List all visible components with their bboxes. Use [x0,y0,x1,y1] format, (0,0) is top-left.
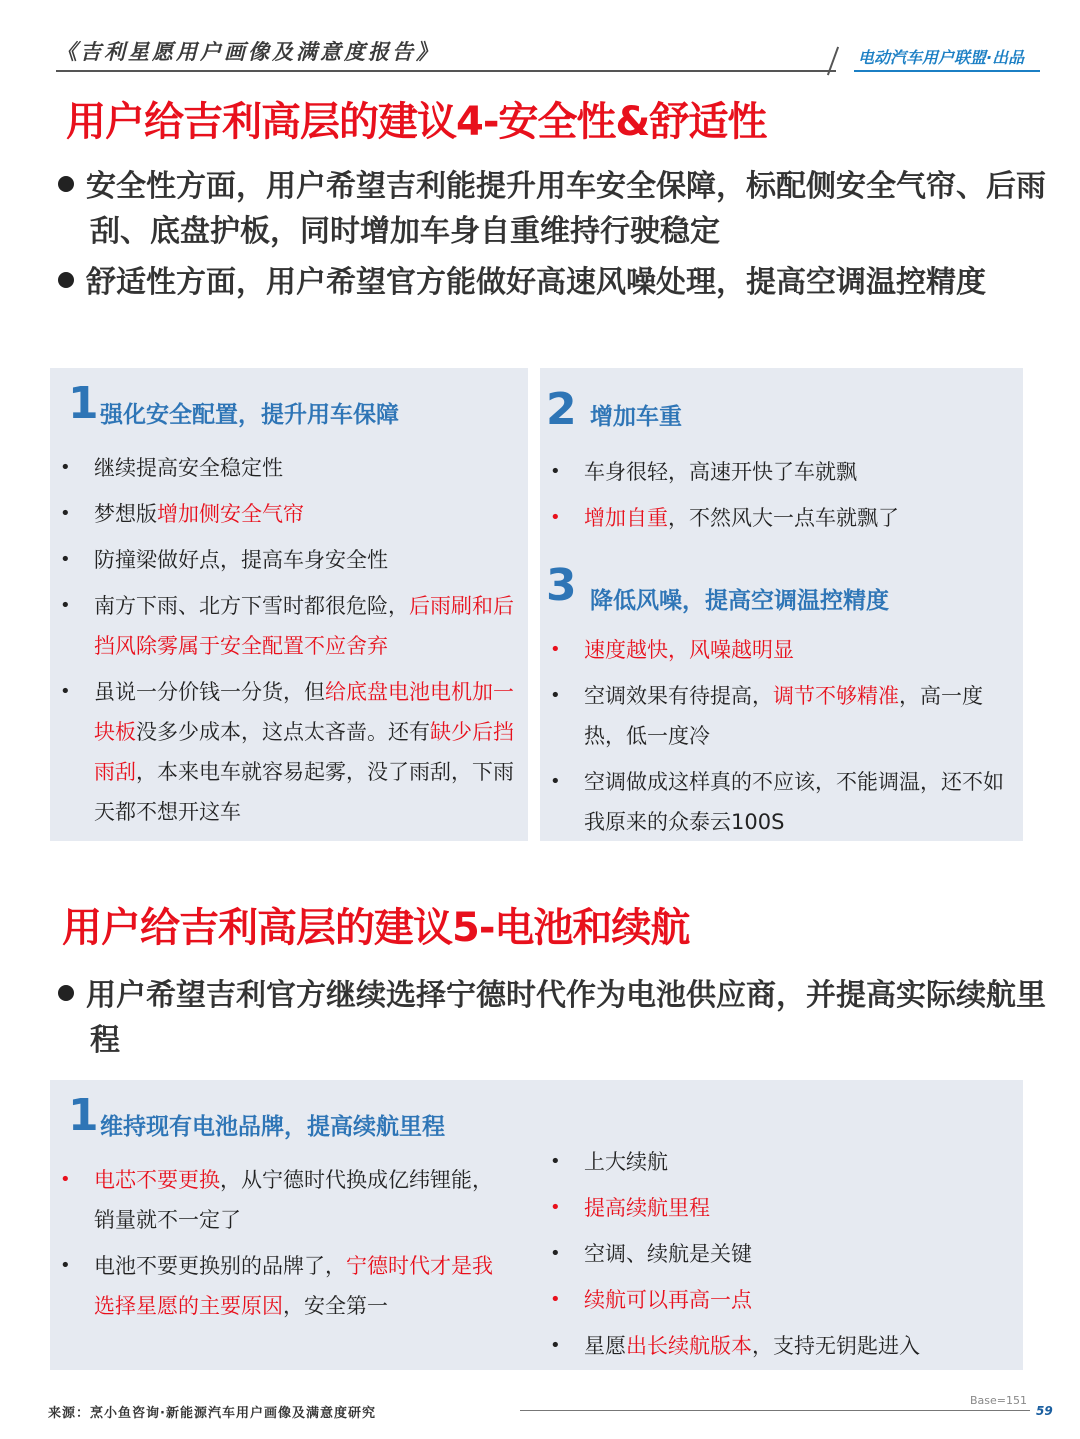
highlight-text: 给底盘电池电机加一块板 [94,680,514,744]
list-item [50,586,518,666]
list-item [50,494,518,534]
panel-number: 3 [546,560,577,611]
highlight-text: 提高续航里程 [584,1196,710,1220]
section4-bullet-comfort-text: 舒适性方面，用户希望官方能做好高速风噪处理，提高空调温控精度 [86,265,986,300]
list-item [540,1234,1010,1274]
section4-bullet-comfort [58,260,1060,305]
panel-safety-list [50,448,518,838]
highlight-text: 调节不够精准 [773,684,899,708]
section4-bullet-safety-text: 安全性方面，用户希望吉利能提升用车安全保障，标配侧安全气帘、后雨刮、底盘护板，同时增加车身自重维持行驶稳定 [86,169,1046,249]
list-item [540,1326,1010,1366]
panel-number: 1 [68,1090,99,1141]
item-text: 星愿 [584,1334,626,1358]
item-text: ，支持无钥匙进入 [752,1334,920,1358]
base-count: Base=151 [970,1394,1027,1407]
panel-heading: 强化安全配置，提升用车保障 [100,402,399,428]
section5-bullet-battery [58,973,1060,1063]
item-text: 继续提高安全稳定性 [94,456,283,480]
panel-heading: 降低风噪，提高空调温控精度 [590,588,889,614]
list-item [540,676,1010,756]
panel-number: 1 [68,378,99,429]
highlight-text: 续航可以再高一点 [584,1288,752,1312]
panel-heading: 增加车重 [590,404,682,430]
highlight-text: 缺少后挡雨刮 [94,720,514,784]
list-item [540,1280,1010,1320]
section5-bullet-battery-text: 用户希望吉利官方继续选择宁德时代作为电池供应商，并提高实际续航里程 [86,978,1046,1058]
panel-heading: 维持现有电池品牌，提高续航里程 [100,1114,445,1140]
panel-number: 2 [546,384,577,435]
panel-battery-list [50,1160,500,1332]
highlight-text: 速度越快，风噪越明显 [584,638,794,662]
list-item [540,1188,1010,1228]
panel-noise-list [540,630,1010,848]
item-text: 没多少成本，这点太吝啬。还有 [136,720,430,744]
panel-safety-config [50,368,528,841]
list-item [540,762,1010,842]
brand-label: 电动汽车用户联盟·出品 [858,48,1025,67]
list-item [50,448,518,488]
list-item [50,1160,500,1240]
panel-range-list [540,1142,1010,1372]
highlight-text: 增加自重 [584,506,668,530]
footer-source: 来源：烹小鱼咨询·新能源汽车用户画像及满意度研究 [48,1406,376,1421]
list-item [540,630,1010,670]
panel-weight-list [540,452,1010,544]
list-item [50,540,518,580]
footer-divider [520,1410,1030,1411]
bullet-dot-icon [58,272,74,288]
item-text: 空调效果有待提高， [584,684,773,708]
item-text: ，本来电车就容易起雾，没了雨刮，下雨天都不想开这车 [94,760,514,824]
item-text: ，从宁德时代换成亿纬锂能，销量就不一定了 [94,1168,493,1232]
item-text: 梦想版 [94,502,157,526]
brand-underline [854,70,1040,72]
item-text: 电池不要更换别的品牌了， [94,1254,346,1278]
list-item [50,1246,500,1326]
item-text: 南方下雨、北方下雪时都很危险， [94,594,409,618]
item-text: 车身很轻，高速开快了车就飘 [584,460,857,484]
panel-weight-noise [540,368,1023,841]
bullet-dot-icon [58,176,74,192]
highlight-text: 增加侧安全气帘 [157,502,304,526]
item-text: 防撞梁做好点，提高车身安全性 [94,548,388,572]
item-text: ，不然风大一点车就飘了 [668,506,899,530]
highlight-text: 宁德时代才是我选择星愿的主要原因 [94,1254,493,1318]
section4-title: 用户给吉利高层的建议4-安全性&舒适性 [66,99,767,145]
section5-title: 用户给吉利高层的建议5-电池和续航 [62,905,690,951]
item-text: 空调做成这样真的不应该，不能调温，还不如我原来的众泰云100S [584,770,1004,834]
highlight-text: 电芯不要更换 [94,1168,220,1192]
bullet-dot-icon [58,985,74,1001]
item-text: ，高一度热，低一度冷 [584,684,983,748]
highlight-text: 出长续航版本 [626,1334,752,1358]
item-text: 虽说一分价钱一分货，但 [94,680,325,704]
page-number: 59 [1036,1404,1053,1418]
list-item [50,672,518,832]
list-item [540,1142,1010,1182]
section4-bullet-safety [58,164,1060,254]
item-text: 空调、续航是关键 [584,1242,752,1266]
report-title: 《吉利星愿用户画像及满意度报告》 [56,39,440,64]
header-divider [56,70,836,72]
list-item [540,498,1010,538]
panel-battery-range [50,1080,1023,1370]
highlight-text: 后雨刷和后挡风除雾属于安全配置不应舍弃 [94,594,514,658]
list-item [540,452,1010,492]
item-text: ，安全第一 [283,1294,388,1318]
item-text: 上大续航 [584,1150,668,1174]
